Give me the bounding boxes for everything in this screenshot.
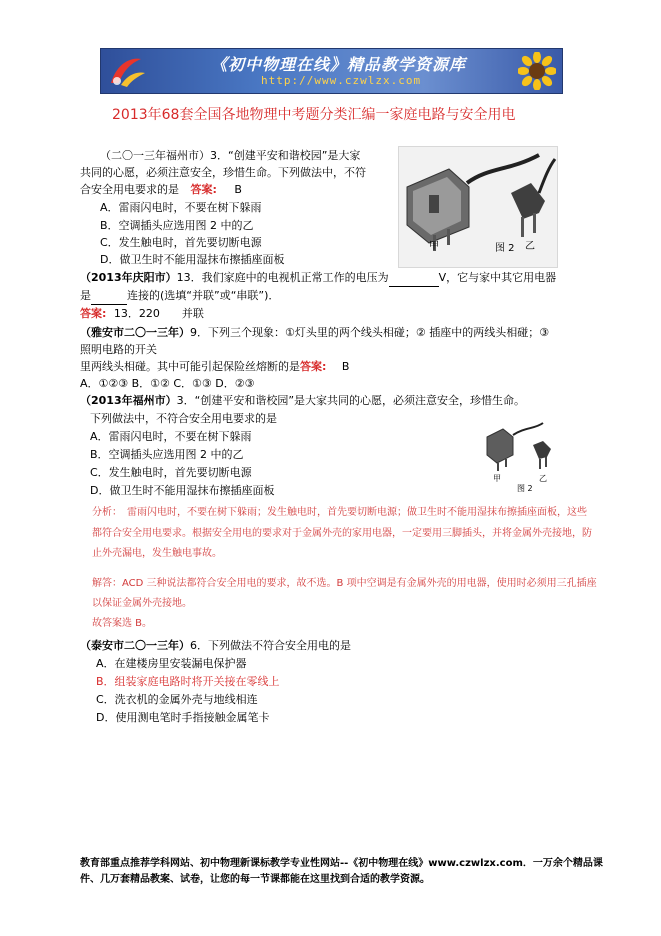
site-logo-icon: [107, 53, 147, 89]
q5-option-a: A．在建楼房里安装漏电保护器: [96, 657, 247, 670]
q3-stem-line3: [80, 359, 349, 375]
banner-url[interactable]: http://www.czwlzx.com: [261, 74, 422, 87]
q1-answer-label: 答案:: [190, 183, 217, 196]
q1-stem-line2: 共同的心愿，必须注意安全，珍惜生命。下列做法中，不符: [80, 166, 366, 179]
q5-option-d: D．使用测电笔时手指接触金属笔卡: [96, 711, 270, 724]
q1-stem-line3: [80, 182, 242, 198]
sunflower-icon: [518, 52, 556, 90]
q2-stem-text: 13．我们家庭中的电视机正常工作的电压为: [176, 271, 389, 284]
q2-answer-label: 答案:: [80, 307, 107, 320]
q3-source: （雅安市二〇一三年）: [80, 326, 190, 339]
q1-stem-text: 合安全用电要求的是: [80, 183, 179, 196]
plug-photo-small: [483, 419, 561, 493]
q4-stem-line2: 下列做法中，不符合安全用电要求的是: [90, 412, 277, 425]
fig1-label-yi: 乙: [525, 241, 535, 252]
q2-stem-line1: [80, 270, 556, 287]
q1-option-c: C．发生触电时，首先要切断电源: [100, 236, 262, 249]
fig1-label-jia: 甲: [429, 241, 439, 252]
q2-stem2-post: 连接的(选填“并联”或“串联”)．: [127, 289, 280, 302]
q2-stem2-pre: 是: [80, 289, 91, 302]
footer-line1: 教育部重点推荐学科网站、初中物理新课标教学专业性网站--《初中物理在线》www.czwlzx.com．一万余个精品课: [80, 858, 603, 869]
q2-blank-voltage: [389, 270, 439, 287]
fig1-label-tu: 图 2: [495, 243, 515, 254]
q2-stem-line2: [80, 288, 279, 305]
q4-option-b: B．空调插头应选用图 2 中的乙: [90, 448, 244, 461]
q4-analysis-line2: 都符合安全用电要求。根据安全用电的要求对于金属外壳的家用电器，一定要用三脚插头，并将金属外壳接地，防: [92, 528, 592, 539]
fig2-label-jia: 甲: [493, 474, 501, 483]
q2-source: （2013年庆阳市）: [80, 271, 177, 284]
q4-stem-line1: [80, 393, 525, 409]
q1-answer: B: [234, 183, 242, 196]
plug-illustration-small: [483, 419, 561, 479]
q5-stem-text: 6．下列做法不符合安全用电的是: [190, 639, 351, 652]
q2-answer-line: [80, 306, 204, 322]
q4-solution-line1: 解答：ACD 三种说法都符合安全用电的要求，故不选。B 项中空调是有金属外壳的用电器，使用时必须用三孔插座: [92, 578, 597, 589]
fig2-label-tu: 图 2: [517, 484, 533, 493]
q4-analysis-line3: 止外壳漏电，发生触电事故。: [92, 548, 222, 559]
q3-answer: B: [341, 360, 350, 373]
q2-blank-connection: [91, 288, 127, 305]
fig2-label-yi: 乙: [539, 474, 547, 483]
site-banner: [100, 48, 563, 94]
q4-solution-line2: 以保证金属外壳接地。: [92, 598, 192, 609]
q4-option-a: A．雷雨闪电时，不要在树下躲雨: [90, 430, 252, 443]
q3-stem-text: 9．下列三个现象：①灯头里的两个线头相碰；② 插座中的两线头相碰；③: [190, 326, 550, 339]
q4-solution-line3: 故答案选 B。: [92, 618, 153, 629]
q3-stem-line1: [80, 325, 549, 341]
q1-option-b: B．空调插头应选用图 2 中的乙: [100, 219, 254, 232]
q2-stem-text-post: V，它与家中其它用电器: [438, 271, 557, 284]
q4-option-d: D．做卫生时不能用湿抹布擦插座面板: [90, 484, 275, 497]
q1-option-a: A．雷雨闪电时，不要在树下躲雨: [100, 201, 262, 214]
q3-options: A．①②③ B．①② C．①③ D．②③: [80, 377, 255, 390]
q3-stem-line2: 照明电路的开关: [80, 343, 157, 356]
document-title: 2013年68套全国各地物理中考题分类汇编一家庭电路与安全用电: [112, 107, 516, 123]
q3-answer-label: 答案:: [300, 360, 327, 373]
q3-stem3-text: 里两线头相碰。其中可能引起保险丝熔断的是: [80, 360, 300, 373]
q1-option-d: D．做卫生时不能用湿抹布擦插座面板: [100, 253, 285, 266]
q5-option-c: C．洗衣机的金属外壳与地线相连: [96, 693, 258, 706]
q2-answer: 13．220 并联: [113, 307, 204, 320]
q5-source: （泰安市二〇一三年）: [80, 639, 190, 652]
footer-line2: 件、几万套精品教案、试卷，让您的每一节课都能在这里找到合适的教学资源。: [80, 874, 430, 885]
q4-source: （2013年福州市）: [80, 394, 177, 407]
banner-title: 《初中物理在线》精品教学资源库: [211, 55, 467, 74]
plug-photo: [398, 146, 558, 268]
q5-option-b: B．组装家庭电路时将开关接在零线上: [96, 675, 280, 688]
q4-analysis-line1: 分析： 雷雨闪电时，不要在树下躲雨；发生触电时，首先要切断电源；做卫生时不能用湿抹布擦插座面板，这些: [92, 507, 587, 518]
q4-stem-text: 3．“创建平安和谐校园”是大家共同的心愿，必须注意安全，珍惜生命。: [176, 394, 526, 407]
q5-stem: [80, 638, 351, 654]
q1-stem-line1: （二〇一三年福州市）3．“创建平安和谐校园”是大家: [100, 149, 361, 162]
q4-option-c: C．发生触电时，首先要切断电源: [90, 466, 252, 479]
